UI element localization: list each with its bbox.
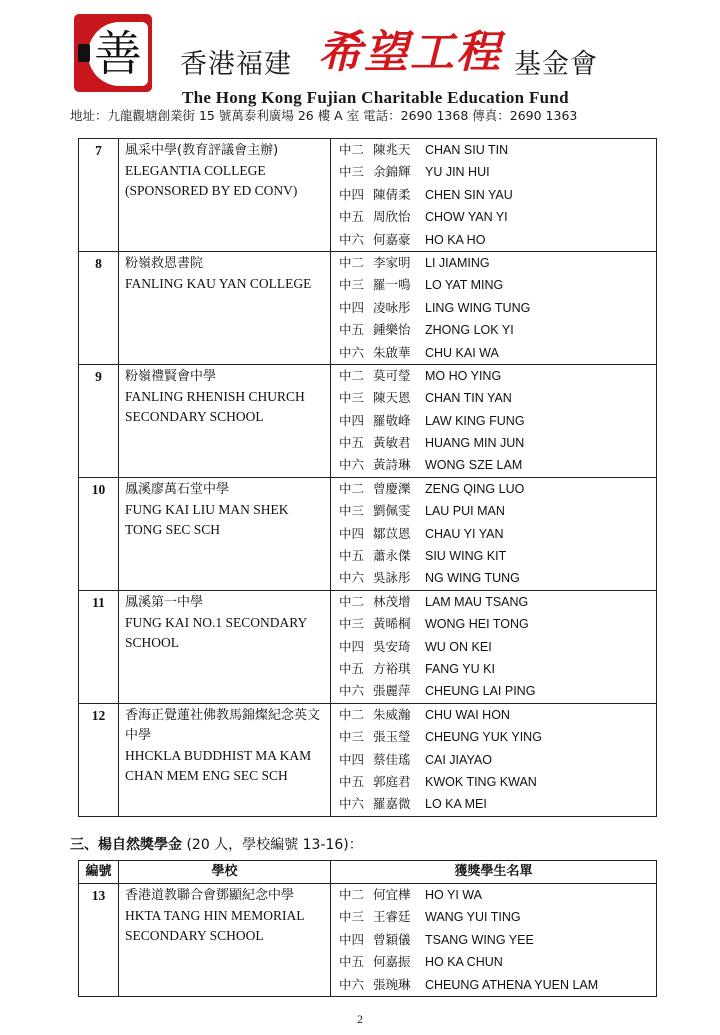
student-name-chinese: 朱啟華 xyxy=(373,344,411,360)
student-name-chinese: 曾慶濼 xyxy=(373,480,411,496)
school-cell xyxy=(119,364,331,477)
student-name-english: CHEUNG ATHENA YUEN LAM xyxy=(425,977,599,992)
student-list-cell xyxy=(331,477,657,590)
school-number: 8 xyxy=(79,251,119,364)
school-name-english: HHCKLA BUDDHIST MA KAM CHAN MEM ENG SEC SCH xyxy=(125,747,312,783)
student-entry xyxy=(331,184,656,206)
student-name-english: WONG SZE LAM xyxy=(425,458,523,473)
student-entry xyxy=(331,793,656,815)
student-grade: 中三 xyxy=(339,616,365,632)
student-list-cell xyxy=(331,703,657,816)
school-name-chinese: 粉嶺救恩書院 xyxy=(125,255,204,271)
student-name-chinese: 鍾樂怡 xyxy=(373,322,411,338)
scholarship-table-continued xyxy=(78,138,657,817)
student-name-english: HUANG MIN JUN xyxy=(425,436,525,451)
student-name-chinese: 何嘉振 xyxy=(373,954,411,970)
student-grade: 中六 xyxy=(339,231,365,247)
student-entry xyxy=(331,951,656,973)
foundation-logo xyxy=(74,14,152,92)
student-grade: 中二 xyxy=(339,142,365,157)
student-entry xyxy=(331,432,656,454)
school-name-chinese: 粉嶺禮賢會中學 xyxy=(125,368,217,384)
student-entry xyxy=(331,206,656,228)
student-entry xyxy=(331,365,656,387)
student-entry xyxy=(331,613,656,635)
student-entry xyxy=(331,636,656,658)
student-grade: 中五 xyxy=(339,773,365,789)
student-grade: 中三 xyxy=(339,164,365,180)
student-name-english: HO KA HO xyxy=(425,232,486,247)
student-name-english: FANG YU KI xyxy=(425,661,495,676)
student-name-english: KWOK TING KWAN xyxy=(425,774,537,789)
student-name-chinese: 余錦輝 xyxy=(373,164,411,180)
student-list-cell xyxy=(331,139,657,252)
student-grade: 中六 xyxy=(339,796,365,812)
school-cell xyxy=(119,703,331,816)
school-number: 7 xyxy=(79,139,119,252)
student-list xyxy=(331,365,656,477)
student-grade: 中四 xyxy=(339,931,365,947)
student-name-english: MO HO YING xyxy=(425,368,502,383)
org-name-chinese-part1: 香港福建 xyxy=(180,49,292,80)
student-entry xyxy=(331,545,656,567)
student-list xyxy=(331,884,656,996)
student-entry xyxy=(331,229,656,251)
school-name-english: FANLING KAU YAN COLLEGE xyxy=(125,275,312,291)
student-grade: 中五 xyxy=(339,954,365,970)
student-name-chinese: 曾穎儀 xyxy=(373,931,411,947)
section-heading xyxy=(70,834,363,854)
student-entry xyxy=(331,884,656,906)
student-name-chinese: 方裕琪 xyxy=(373,660,411,676)
student-name-english: TSANG WING YEE xyxy=(425,932,534,947)
student-name-english: CHOW YAN YI xyxy=(425,210,508,225)
scholarship-table-section-3 xyxy=(78,860,657,997)
student-name-english: NG WING TUNG xyxy=(425,571,520,586)
school-row xyxy=(79,590,657,703)
student-entry xyxy=(331,454,656,476)
student-name-chinese: 張玉瑩 xyxy=(373,729,411,745)
student-entry xyxy=(331,478,656,500)
student-name-chinese: 吳安琦 xyxy=(373,638,411,654)
student-grade: 中四 xyxy=(339,638,365,654)
student-grade: 中三 xyxy=(339,729,365,745)
student-grade: 中四 xyxy=(339,525,365,541)
org-name-chinese-part2: 基金會 xyxy=(514,49,598,80)
student-name-english: LAW KING FUNG xyxy=(425,413,525,428)
school-row xyxy=(79,251,657,364)
student-name-english: YU JIN HUI xyxy=(425,165,490,180)
student-entry xyxy=(331,704,656,726)
student-name-chinese: 林茂增 xyxy=(373,593,411,609)
student-entry xyxy=(331,680,656,702)
student-entry xyxy=(331,929,656,951)
student-name-chinese: 李家明 xyxy=(373,254,411,270)
student-list xyxy=(331,591,656,703)
school-name-english: FANLING RHENISH CHURCH SECONDARY SCHOOL xyxy=(125,388,305,424)
school-name-chinese: 鳳溪廖萬石堂中學 xyxy=(125,481,230,497)
student-list xyxy=(331,478,656,590)
student-name-english: LO KA MEI xyxy=(425,797,487,812)
student-entry xyxy=(331,771,656,793)
page-number: 2 xyxy=(357,1012,363,1026)
student-grade: 中三 xyxy=(339,277,365,293)
student-name-english: CHEUNG LAI PING xyxy=(425,684,536,699)
school-cell xyxy=(119,477,331,590)
student-grade: 中二 xyxy=(339,254,365,270)
school-name-english: FUNG KAI LIU MAN SHEK TONG SEC SCH xyxy=(125,501,289,537)
student-entry xyxy=(331,749,656,771)
student-name-english: CHAN TIN YAN xyxy=(425,391,512,406)
student-grade: 中六 xyxy=(339,457,365,473)
student-name-chinese: 何嘉豪 xyxy=(373,231,411,247)
student-list-cell xyxy=(331,251,657,364)
student-grade: 中五 xyxy=(339,435,365,451)
student-name-english: HO KA CHUN xyxy=(425,955,503,970)
table-header-row xyxy=(79,861,657,884)
student-name-chinese: 黃敏君 xyxy=(373,435,411,451)
student-name-english: CHAN SIU TIN xyxy=(425,143,509,157)
student-name-english: CHEN SIN YAU xyxy=(425,187,513,202)
school-cell xyxy=(119,251,331,364)
student-name-chinese: 劉佩雯 xyxy=(373,503,411,519)
school-row xyxy=(79,477,657,590)
student-grade: 中四 xyxy=(339,299,365,315)
student-entry xyxy=(331,906,656,928)
student-grade: 中二 xyxy=(339,593,365,609)
student-list-cell xyxy=(331,364,657,477)
logo-emblem xyxy=(88,22,148,86)
school-number: 11 xyxy=(79,590,119,703)
student-grade: 中六 xyxy=(339,570,365,586)
student-entry xyxy=(331,139,656,161)
student-entry xyxy=(331,974,656,996)
school-cell xyxy=(119,590,331,703)
section-subtitle: (20 人，學校編號 13-16)： xyxy=(186,837,363,853)
logo-glyph: 善 xyxy=(93,26,142,82)
header-school: 學校 xyxy=(119,861,331,884)
student-name-chinese: 何宜樺 xyxy=(373,887,411,902)
school-number: 12 xyxy=(79,703,119,816)
student-name-chinese: 莫可瑩 xyxy=(373,367,411,383)
student-name-chinese: 張琬琳 xyxy=(373,976,411,992)
student-entry xyxy=(331,387,656,409)
school-row xyxy=(79,364,657,477)
student-grade: 中二 xyxy=(339,367,365,383)
student-entry xyxy=(331,252,656,274)
school-cell xyxy=(119,139,331,252)
student-entry xyxy=(331,297,656,319)
student-name-chinese: 張麗萍 xyxy=(373,683,411,699)
student-list xyxy=(331,252,656,364)
header-students: 獲獎學生名單 xyxy=(331,861,657,884)
student-grade: 中三 xyxy=(339,390,365,406)
org-address: 地址：九龍觀塘創業街 15 號萬泰利廣場 26 樓 A 室 電話：2690 1368 傳真：2690 1363 xyxy=(70,108,578,123)
student-name-chinese: 黃詩琳 xyxy=(373,457,411,473)
section-title: 三、楊自然獎學金 xyxy=(70,837,182,853)
student-grade: 中五 xyxy=(339,660,365,676)
student-grade: 中四 xyxy=(339,751,365,767)
school-cell xyxy=(119,884,331,997)
student-name-chinese: 郭庭君 xyxy=(373,773,411,789)
student-name-chinese: 羅一鳴 xyxy=(373,277,411,293)
school-name-chinese: 香港道教聯合會鄧顯紀念中學 xyxy=(125,888,295,903)
student-list xyxy=(331,139,656,251)
student-name-chinese: 王睿廷 xyxy=(373,909,411,925)
seal-icon xyxy=(78,44,90,62)
student-grade: 中四 xyxy=(339,412,365,428)
school-row xyxy=(79,139,657,252)
student-grade: 中五 xyxy=(339,209,365,225)
student-entry xyxy=(331,161,656,183)
student-name-english: HO YI WA xyxy=(425,888,482,902)
student-name-english: ZHONG LOK YI xyxy=(425,323,514,338)
student-grade: 中三 xyxy=(339,909,365,925)
student-grade: 中六 xyxy=(339,344,365,360)
student-entry xyxy=(331,726,656,748)
school-name-english: FUNG KAI NO.1 SECONDARY SCHOOL xyxy=(125,614,307,650)
school-number: 13 xyxy=(79,884,119,997)
student-name-english: ZENG QING LUO xyxy=(425,481,525,496)
student-grade: 中二 xyxy=(339,887,365,902)
student-name-english: LO YAT MING xyxy=(425,278,504,293)
student-entry xyxy=(331,319,656,341)
student-name-chinese: 陳倩柔 xyxy=(373,186,411,202)
student-name-english: WANG YUI TING xyxy=(425,910,521,925)
org-name-english: The Hong Kong Fujian Charitable Education Fund xyxy=(182,88,569,107)
student-entry xyxy=(331,342,656,364)
school-name-english: ELEGANTIA COLLEGE (SPONSORED BY ED CONV) xyxy=(125,163,298,198)
student-name-english: CHAU YI YAN xyxy=(425,526,504,541)
student-name-chinese: 羅敬峰 xyxy=(373,412,411,428)
student-entry xyxy=(331,591,656,613)
student-name-english: CHU KAI WA xyxy=(425,345,499,360)
student-name-english: CHEUNG YUK YING xyxy=(425,730,542,745)
student-entry xyxy=(331,500,656,522)
student-name-english: LI JIAMING xyxy=(425,255,490,270)
school-number: 9 xyxy=(79,364,119,477)
student-name-chinese: 吳詠彤 xyxy=(373,570,411,586)
student-grade: 中五 xyxy=(339,548,365,564)
project-name-calligraphy: 希望工程 xyxy=(318,27,502,78)
school-name-chinese: 香海正覺蓮社佛教馬錦燦紀念英文中學 xyxy=(125,707,321,743)
student-name-chinese: 朱威瀚 xyxy=(373,706,411,722)
student-list-cell xyxy=(331,590,657,703)
school-row xyxy=(79,703,657,816)
student-grade: 中二 xyxy=(339,706,365,722)
student-grade: 中三 xyxy=(339,503,365,519)
student-entry xyxy=(331,658,656,680)
student-name-english: WU ON KEI xyxy=(425,639,492,654)
student-name-chinese: 鄒苡恩 xyxy=(373,525,411,541)
student-name-chinese: 陳兆天 xyxy=(373,142,411,157)
student-name-english: SIU WING KIT xyxy=(425,549,507,564)
student-grade: 中二 xyxy=(339,480,365,496)
student-grade: 中六 xyxy=(339,976,365,992)
student-name-english: CHU WAI HON xyxy=(425,707,510,722)
student-name-chinese: 凌咏彤 xyxy=(373,299,411,315)
student-name-chinese: 陳天恩 xyxy=(373,390,411,406)
student-grade: 中六 xyxy=(339,683,365,699)
student-name-chinese: 黃晞桐 xyxy=(373,616,411,632)
student-entry xyxy=(331,410,656,432)
school-name-chinese: 鳳溪第一中學 xyxy=(125,594,204,610)
student-list-cell xyxy=(331,884,657,997)
student-name-chinese: 周欣怡 xyxy=(373,209,411,225)
student-entry xyxy=(331,567,656,589)
student-name-chinese: 羅嘉微 xyxy=(373,796,411,812)
header-number: 編號 xyxy=(79,861,119,884)
student-name-english: LING WING TUNG xyxy=(425,300,531,315)
school-name-chinese: 風采中學(教育評議會主辦) xyxy=(125,143,279,158)
student-grade: 中四 xyxy=(339,186,365,202)
student-entry xyxy=(331,523,656,545)
student-entry xyxy=(331,274,656,296)
student-name-chinese: 蕭永傑 xyxy=(373,548,411,564)
student-name-english: LAM MAU TSANG xyxy=(425,594,529,609)
student-grade: 中五 xyxy=(339,322,365,338)
student-name-english: WONG HEI TONG xyxy=(425,617,529,632)
student-name-english: LAU PUI MAN xyxy=(425,504,505,519)
student-list xyxy=(331,704,656,816)
student-name-chinese: 蔡佳瑤 xyxy=(373,751,411,767)
school-name-english: HKTA TANG HIN MEMORIAL SECONDARY SCHOOL xyxy=(125,908,304,943)
student-name-english: CAI JIAYAO xyxy=(425,752,492,767)
school-row xyxy=(79,884,657,997)
school-number: 10 xyxy=(79,477,119,590)
